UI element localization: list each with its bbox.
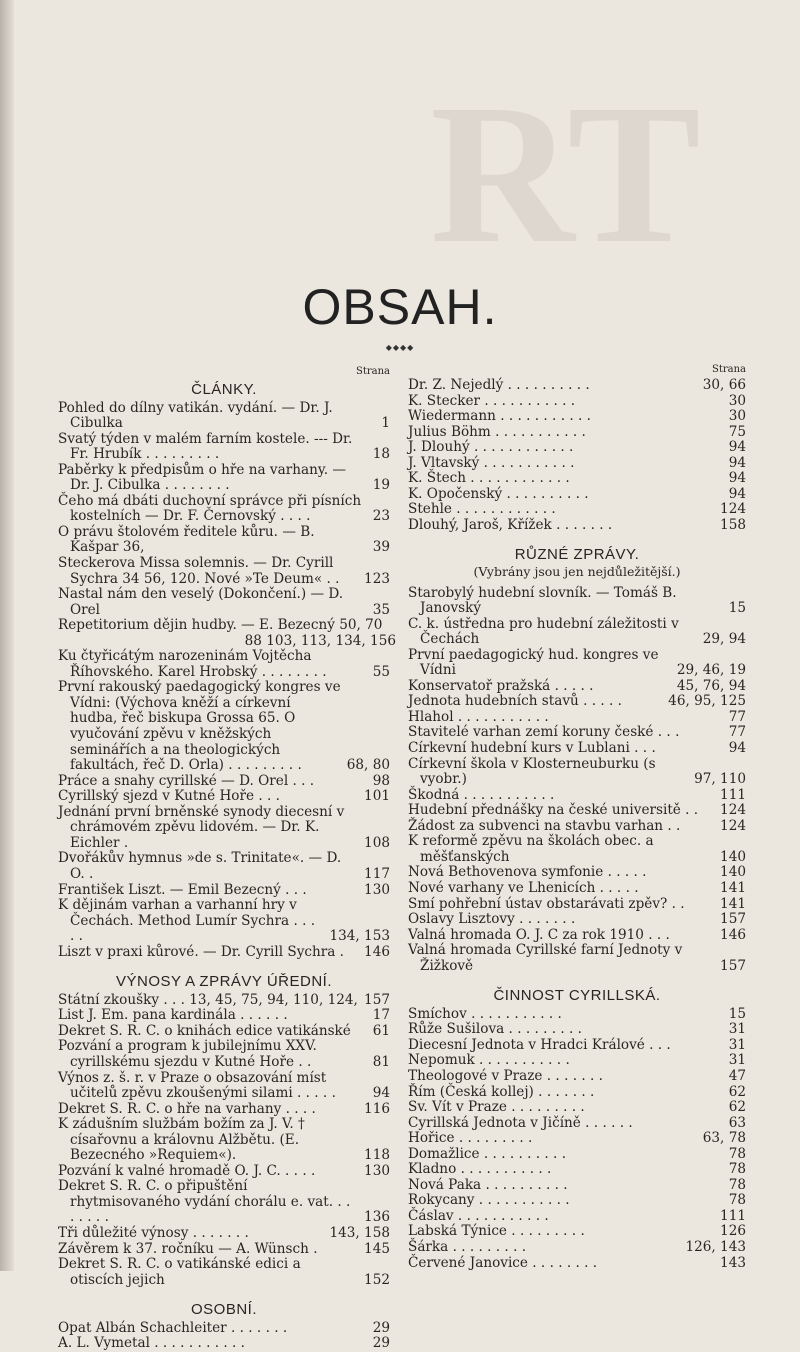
toc-entry — [408, 1085, 746, 1101]
entry-title: Oslavy Lisztovy . . . . . . . — [408, 911, 576, 928]
toc-entry — [58, 1257, 390, 1288]
entry-title: Steckerova Missa solemnis. — Dr. Cyrill Sychra 34 56, 120. Nové »Te Deum« . . — [58, 555, 340, 587]
entry-page-numbers: 77 — [728, 724, 746, 741]
toc-entry — [408, 518, 746, 534]
entry-title: K. Stecker . . . . . . . . . . . — [408, 392, 576, 409]
entry-page-numbers: 62 — [728, 1083, 746, 1100]
toc-entry — [408, 943, 746, 974]
toc-entry — [408, 1007, 746, 1023]
toc-entry — [408, 425, 746, 441]
entry-title: Julius Böhm . . . . . . . . . . . — [408, 423, 586, 440]
entry-page-numbers: 18 — [372, 446, 390, 463]
toc-entry — [58, 851, 390, 882]
entry-page-numbers: 143, 158 — [329, 1224, 390, 1241]
toc-entry — [408, 757, 746, 788]
entry-title: Stavitelé varhan zemí koruny české . . . — [408, 724, 680, 741]
toc-entry — [58, 1008, 390, 1024]
toc-entry — [58, 1242, 390, 1258]
toc-entry — [408, 1147, 746, 1163]
entry-page-numbers: 108 — [364, 834, 390, 851]
section-subheading: (Vybrány jsou jen nejdůležitější.) — [473, 564, 681, 580]
entry-title: Repetitorium dějin hudby. — E. Bezecný 50, 70 — [58, 617, 383, 634]
toc-entry — [408, 788, 746, 804]
page-column-label: Strana — [355, 366, 390, 377]
entry-page-numbers: 30 — [728, 408, 746, 425]
entry-page-numbers: 94 — [728, 470, 746, 487]
entry-title: Řím (Česká kollej) . . . . . . . — [408, 1083, 595, 1100]
entry-page-numbers: 123 — [364, 570, 390, 587]
entry-title: Valná hromada Cyrillské farní Jednoty v Žižkově — [408, 942, 683, 974]
entry-page-numbers: 124 — [720, 817, 746, 834]
entry-title: Dekret S. R. C. o hře na varhany . . . . — [58, 1100, 316, 1117]
entry-title: Domažlice . . . . . . . . . . — [408, 1145, 567, 1162]
entry-page-numbers: 146 — [720, 926, 746, 943]
entry-title: Svatý týden v malém farním kostele. --- Dr. Fr. Hrubík . . . . . . . . . — [58, 430, 353, 463]
entry-page-numbers: 31 — [728, 1036, 746, 1053]
entry-page-numbers: 23 — [372, 508, 390, 525]
entry-title: K dějinám varhan a varhanní hry v Čechách. Method Lumír Sychra . . . . . — [58, 897, 316, 945]
entry-title: Dr. Z. Nejedlý . . . . . . . . . . — [408, 377, 590, 393]
entry-title: Smíchov . . . . . . . . . . . — [408, 1005, 562, 1022]
entry-page-numbers: 98 — [372, 772, 390, 789]
toc-entry — [408, 881, 746, 897]
entry-page-numbers: 117 — [364, 865, 390, 882]
entry-page-numbers: 130 — [364, 881, 390, 898]
entry-page-numbers: 45, 76, 94 — [676, 677, 746, 694]
toc-entry — [58, 1336, 390, 1352]
entry-title: Cyrillská Jednota v Jičíně . . . . . . — [408, 1114, 633, 1131]
entry-title: Církevní škola v Klosterneuburku (s vyobr.) — [408, 755, 656, 788]
entry-page-numbers: 75 — [728, 423, 746, 440]
entry-title: K reformě zpěvu na školách obec. a měšťanských — [408, 833, 654, 865]
entry-page-numbers: 116 — [364, 1100, 390, 1117]
page-edge-shadow — [0, 0, 14, 1271]
entry-page-numbers: 140 — [720, 864, 746, 881]
entry-page-numbers: 29, 94 — [702, 631, 746, 648]
entry-page-numbers: 81 — [372, 1053, 390, 1070]
entry-page-numbers: 68, 80 — [346, 757, 390, 774]
toc-entry — [408, 912, 746, 928]
entry-page-numbers: 63, 78 — [702, 1130, 746, 1147]
entry-title: Státní zkoušky . . . 13, 45, 75, 94, 110, 124, — [58, 991, 358, 1008]
entry-page-numbers: 130 — [364, 1162, 390, 1179]
toc-entry — [58, 898, 390, 945]
toc-entry — [408, 741, 746, 757]
entry-page-numbers: 124 — [720, 501, 746, 518]
entry-title: Jednání první brněnské synody diecesní v chrámovém zpěvu lidovém. — Dr. K. Eichler . — [58, 803, 345, 851]
entry-title: Hlahol . . . . . . . . . . . — [408, 708, 549, 725]
page-title: OBSAH. — [302, 279, 498, 335]
entry-page-numbers: 61 — [372, 1022, 390, 1039]
entry-title: Dvořákův hymnus »de s. Trinitate«. — D. O. . — [58, 850, 342, 882]
toc-entry — [58, 945, 390, 961]
entry-title: J. Dlouhý . . . . . . . . . . . . — [408, 439, 574, 456]
toc-entry — [408, 679, 746, 695]
entry-title: Hudební přednášky na české universitě . . — [408, 802, 699, 819]
bleed-through-ghost: RT — [430, 64, 701, 285]
entry-title: Kladno . . . . . . . . . . . — [408, 1161, 552, 1178]
toc-entry — [58, 805, 390, 852]
entry-title: Nastal nám den veselý (Dokončení.) — D. Orel — [58, 586, 344, 618]
entry-page-numbers: 17 — [372, 1007, 390, 1024]
section-heading: ČLÁNKY. — [191, 381, 257, 398]
toc-entry — [408, 1178, 746, 1194]
entry-title: Práce a snahy cyrillské — D. Orel . . . — [58, 772, 315, 789]
entry-title: Sv. Vít v Praze . . . . . . . . . — [408, 1099, 585, 1116]
section-heading: VÝNOSY A ZPRÁVY ÚŘEDNÍ. — [115, 973, 332, 991]
toc-entry — [58, 649, 390, 680]
entry-title: Rokycany . . . . . . . . . . . — [408, 1192, 570, 1209]
entry-title: Paběrky k předpisům o hře na varhany. — Dr. J. Cibulka . . . . . . . . — [58, 461, 346, 494]
right-column — [408, 364, 746, 1271]
toc-entry — [408, 725, 746, 741]
entry-page-numbers: 143 — [720, 1254, 746, 1271]
toc-entry — [408, 865, 746, 881]
entry-title: První rakouský paedagogický kongres ve Vídni: (Výchova kněží a církevní hudba, řeč biskupa Grossa 65. O vyučování zpěvu v kněžských seminářích a na theologických fakultách, řeč D. Orla) . . . . . . . . . — [58, 679, 341, 774]
toc-entry — [408, 409, 746, 425]
entry-title: J. Vltavský . . . . . . . . . . . — [408, 454, 575, 471]
entry-title: Nové varhany ve Lhenicích . . . . . — [408, 879, 639, 896]
toc-entry — [58, 525, 390, 556]
toc-entry — [58, 587, 390, 618]
entry-page-numbers: 141 — [720, 895, 746, 912]
entry-page-numbers: 19 — [372, 477, 390, 494]
entry-page-numbers: 39 — [372, 539, 390, 556]
entry-title: Labská Týnice . . . . . . . . . — [408, 1223, 585, 1240]
entry-page-numbers: 78 — [728, 1161, 746, 1178]
toc-entry — [408, 1100, 746, 1116]
entry-page-numbers: 134, 153 — [329, 928, 390, 945]
toc-entry — [408, 803, 746, 819]
entry-title: Dekret S. R. C. o připuštění rhytmisovaného vydání chorálu e. vat. . . . . . . . — [58, 1178, 351, 1226]
entry-title: Opat Albán Schachleiter . . . . . . . — [58, 1319, 288, 1336]
entry-page-numbers: 31 — [728, 1052, 746, 1069]
entry-page-numbers: 78 — [728, 1145, 746, 1162]
entry-title: Dekret S. R. C. o knihách edice vatikánské — [58, 1022, 351, 1039]
entry-title: Ku čtyřicátým narozeninám Vojtěcha Říhovského. Karel Hrobský . . . . . . . . — [58, 648, 327, 680]
toc-entry — [58, 463, 390, 494]
entry-title: Církevní hudební kurs v Lublani . . . — [408, 740, 656, 757]
entry-title: Pohled do dílny vatikán. vydání. — Dr. J. Cibulka — [58, 399, 333, 432]
entry-title: Šárka . . . . . . . . . — [408, 1238, 527, 1255]
toc-entry — [58, 680, 390, 773]
toc-entry — [408, 378, 746, 394]
entry-page-numbers: 157 — [720, 911, 746, 928]
entry-page-numbers: 136 — [364, 1209, 390, 1226]
entry-title: František Liszt. — Emil Bezecný . . . — [58, 881, 307, 898]
entry-page-numbers: 47 — [728, 1067, 746, 1084]
entry-title: List J. Em. pana kardinála . . . . . . — [58, 1007, 288, 1024]
entry-page-numbers: 15 — [728, 600, 746, 617]
toc-entry — [408, 819, 746, 835]
toc-entry — [408, 834, 746, 865]
toc-entry — [408, 456, 746, 472]
entry-page-numbers: 31 — [728, 1021, 746, 1038]
toc-entry — [408, 1116, 746, 1132]
toc-entry — [408, 1209, 746, 1225]
toc-entry — [408, 1022, 746, 1038]
toc-entry — [408, 502, 746, 518]
toc-entry — [58, 789, 390, 805]
toc-entry — [408, 1162, 746, 1178]
entry-title: Konservatoř pražská . . . . . — [408, 677, 594, 694]
entry-title: Žádost za subvenci na stavbu varhan . . — [408, 817, 681, 834]
entry-page-numbers: 141 — [720, 879, 746, 896]
toc-entry — [408, 617, 746, 648]
toc-entry — [58, 617, 396, 649]
entry-title: C. k. ústředna pro hudební záležitosti v Čechách — [408, 615, 679, 648]
entry-title: Dlouhý, Jaroš, Křížek . . . . . . . — [408, 516, 613, 533]
entry-page-numbers: 111 — [720, 786, 746, 803]
entry-page-numbers: 157 — [364, 991, 390, 1008]
entry-page-numbers: 63 — [728, 1114, 746, 1131]
entry-title: Valná hromada O. J. C za rok 1910 . . . — [408, 926, 670, 943]
entry-title: Tři důležité výnosy . . . . . . . — [58, 1224, 249, 1241]
toc-entry — [58, 1024, 390, 1040]
toc-entry — [58, 1102, 390, 1118]
toc-entry — [58, 1179, 390, 1226]
entry-page-numbers: 29 — [372, 1335, 390, 1352]
entry-page-numbers: 94 — [728, 485, 746, 502]
entry-title: Závěrem k 37. ročníku — A. Wünsch . — [58, 1240, 318, 1257]
entry-page-numbers: 29, 46, 19 — [676, 662, 746, 679]
entry-title: Theologové v Praze . . . . . . . — [408, 1067, 603, 1084]
entry-page-numbers: 30 — [728, 392, 746, 409]
entry-title: Dekret S. R. C. o vatikánské edici a otiscích jejich — [58, 1256, 301, 1288]
entry-title: A. L. Vymetal . . . . . . . . . . . — [58, 1335, 245, 1352]
entry-page-numbers: 94 — [728, 439, 746, 456]
entry-page-numbers: 30, 66 — [702, 377, 746, 393]
entry-page-numbers: 118 — [364, 1147, 390, 1164]
toc-entry — [58, 883, 390, 899]
toc-entry — [408, 440, 746, 456]
entry-title: Červené Janovice . . . . . . . . — [408, 1254, 598, 1271]
left-column — [58, 366, 396, 1352]
toc-entry — [408, 1038, 746, 1054]
toc-entry — [58, 556, 390, 587]
entry-page-numbers: 78 — [728, 1192, 746, 1209]
entry-page-numbers: 111 — [720, 1207, 746, 1224]
toc-entry — [408, 586, 746, 617]
toc-entry — [408, 710, 746, 726]
entry-page-numbers: 94 — [372, 1085, 390, 1102]
toc-entry — [408, 1069, 746, 1085]
entry-page-numbers: 126 — [720, 1223, 746, 1240]
toc-entry — [58, 993, 390, 1009]
entry-page-numbers: 126, 143 — [685, 1238, 746, 1255]
entry-page-numbers: 77 — [728, 708, 746, 725]
entry-page-numbers: 88 103, 113, 134, 156 — [244, 632, 396, 649]
section-heading: ČINNOST CYRILLSKÁ. — [493, 987, 661, 1005]
entry-title: Čáslav . . . . . . . . . . . — [408, 1207, 549, 1224]
entry-page-numbers: 29 — [372, 1319, 390, 1336]
entry-title: Cyrillský sjezd v Kutné Hoře . . . — [58, 788, 280, 805]
toc-entry — [58, 1321, 390, 1337]
entry-page-numbers: 140 — [720, 848, 746, 865]
toc-entry — [58, 1164, 390, 1180]
entry-page-numbers: 152 — [364, 1271, 390, 1288]
toc-entry — [58, 1039, 390, 1070]
entry-page-numbers: 158 — [720, 516, 746, 533]
entry-title: Nová Bethovenova symfonie . . . . . — [408, 864, 647, 881]
entry-page-numbers: 94 — [728, 740, 746, 757]
toc-entry — [58, 1226, 390, 1242]
entry-title: K. Štech . . . . . . . . . . . . — [408, 470, 570, 487]
entry-page-numbers: 145 — [364, 1240, 390, 1257]
toc-entry — [408, 928, 746, 944]
toc-entry — [58, 401, 390, 432]
entry-title: Liszt v praxi kůrové. — Dr. Cyrill Sychra . — [58, 943, 344, 960]
entry-title: První paedagogický hud. kongres ve Vídni — [408, 646, 659, 679]
toc-entry — [58, 774, 390, 790]
entry-page-numbers: 62 — [728, 1099, 746, 1116]
toc-entry — [58, 1117, 390, 1164]
entry-page-numbers: 146 — [364, 943, 390, 960]
entry-title: K zádušním službám božím za J. V. † císařovnu a královnu Alžbětu. (E. Bezecného »Requiem«). — [58, 1116, 305, 1164]
ornament-divider: ◆◆◆◆ — [385, 343, 415, 352]
toc-entry — [408, 1193, 746, 1209]
toc-entry — [408, 1053, 746, 1069]
entry-title: Pozvání k valné hromadě O. J. C. . . . . — [58, 1162, 316, 1179]
toc-entry — [408, 1131, 746, 1147]
page-column-label: Strana — [711, 364, 746, 375]
toc-entry — [408, 897, 746, 913]
toc-entry — [58, 432, 390, 463]
entry-title: Pozvání a program k jubilejnímu XXV. cyrillskému sjezdu v Kutné Hoře . . — [58, 1038, 317, 1070]
entry-page-numbers: 46, 95, 125 — [668, 693, 746, 710]
toc-entry — [408, 1240, 746, 1256]
toc-entry — [408, 1224, 746, 1240]
toc-entry — [408, 648, 746, 679]
entry-page-numbers: 94 — [728, 454, 746, 471]
entry-page-numbers: 157 — [720, 957, 746, 974]
toc-entry — [408, 694, 746, 710]
toc-entry — [408, 471, 746, 487]
toc-entry — [408, 487, 746, 503]
entry-title: Wiedermann . . . . . . . . . . . — [408, 408, 591, 425]
entry-title: Diecesní Jednota v Hradci Králové . . . — [408, 1036, 671, 1053]
toc-entry — [408, 394, 746, 410]
entry-page-numbers: 1 — [381, 415, 390, 432]
toc-entry — [58, 1071, 390, 1102]
entry-title: Stehle . . . . . . . . . . . . — [408, 501, 556, 518]
entry-title: Jednota hudebních stavů . . . . . — [408, 693, 622, 710]
entry-title: Starobylý hudební slovník. — Tomáš B. Janovský — [408, 584, 677, 617]
section-heading: RŮZNÉ ZPRÁVY. — [514, 546, 640, 564]
toc-entry — [408, 1256, 746, 1272]
entry-title: Nová Paka . . . . . . . . . . — [408, 1176, 568, 1193]
entry-title: Hořice . . . . . . . . . — [408, 1130, 533, 1147]
entry-page-numbers: 35 — [372, 601, 390, 618]
toc-entry — [58, 494, 390, 525]
entry-title: Smí pohřební ústav obstarávati zpěv? . . — [408, 895, 685, 912]
entry-page-numbers: 55 — [372, 663, 390, 680]
entry-title: Škodná . . . . . . . . . . . — [408, 786, 555, 803]
entry-page-numbers: 124 — [720, 802, 746, 819]
entry-page-numbers: 78 — [728, 1176, 746, 1193]
entry-title: Čeho má dbáti duchovní správce při písních kostelních — Dr. F. Černovský . . . . — [58, 492, 362, 525]
entry-title: O právu štolovém ředitele kůru. — B. Kašpar 36, — [58, 523, 315, 556]
entry-title: K. Opočenský . . . . . . . . . . — [408, 485, 589, 502]
entry-page-numbers: 15 — [728, 1005, 746, 1022]
entry-title: Růže Sušilova . . . . . . . . . — [408, 1021, 583, 1038]
entry-title: Výnos z. š. r. v Praze o obsazování míst učitelů zpěvu zkoušenými silami . . . . . — [58, 1069, 336, 1102]
entry-page-numbers: 97, 110 — [694, 771, 746, 788]
entry-title: Nepomuk . . . . . . . . . . . — [408, 1052, 570, 1069]
entry-page-numbers: 101 — [364, 788, 390, 805]
section-heading: OSOBNÍ. — [190, 1301, 257, 1319]
